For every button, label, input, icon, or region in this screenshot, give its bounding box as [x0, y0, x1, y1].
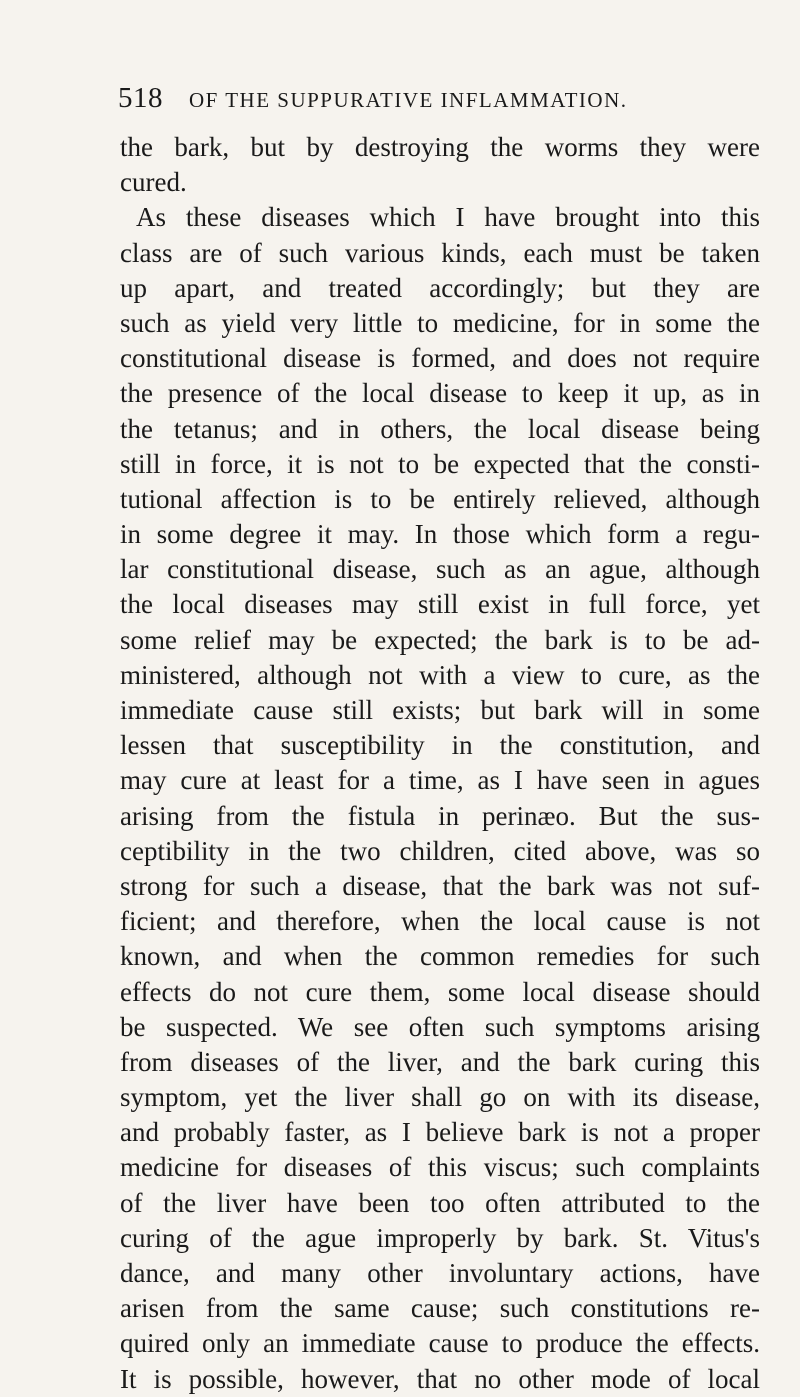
text-line: the local diseases may still exist in full force, yet: [120, 589, 760, 620]
text-line: the bark, but by destroying the worms they were: [120, 132, 760, 162]
text-line: up apart, and treated accordingly; but they are: [120, 272, 760, 303]
text-line: dance, and many other involuntary actions, have: [120, 1258, 760, 1288]
text-line: medicine for diseases of this viscus; such complaints: [120, 1152, 760, 1183]
text-line: some relief may be expected; the bark is to be ad-: [120, 624, 760, 655]
text-line: ministered, although not with a view to cure, as the: [120, 659, 760, 690]
text-line: and probably faster, as I believe bark is not a proper: [120, 1117, 760, 1148]
page-number: 518: [118, 82, 163, 114]
text-line: ficient; and therefore, when the local cause is not: [120, 906, 760, 937]
text-line: class are of such various kinds, each must be taken: [120, 237, 760, 268]
text-line: from diseases of the liver, and the bark curing this: [120, 1046, 760, 1077]
body-text: [120, 130, 760, 1397]
text-line: curing of the ague improperly by bark. St. Vitus's: [120, 1222, 760, 1253]
text-line: the presence of the local disease to keep it up, as in: [120, 378, 760, 409]
text-line: known, and when the common remedies for such: [120, 941, 760, 972]
text-line: be suspected. We see often such symptoms arising: [120, 1011, 760, 1042]
text-line: strong for such a disease, that the bark was not suf-: [120, 870, 760, 901]
text-line: tutional affection is to be entirely relieved, although: [120, 483, 760, 514]
text-line: ceptibility in the two children, cited above, was so: [120, 835, 760, 866]
text-line: lessen that susceptibility in the constitution, and: [120, 730, 760, 761]
text-line: in some degree it may. In those which form a regu-: [120, 519, 760, 550]
text-line: effects do not cure them, some local disease should: [120, 976, 760, 1007]
text-line: constitutional disease is formed, and does not require: [120, 343, 760, 374]
text-line: immediate cause still exists; but bark will in some: [120, 695, 760, 725]
text-line: lar constitutional disease, such as an ague, although: [120, 554, 760, 585]
text-line: It is possible, however, that no other mode of local: [120, 1363, 760, 1394]
text-line: cured.: [120, 167, 187, 198]
text-line: the tetanus; and in others, the local disease being: [120, 413, 760, 444]
text-line: quired only an immediate cause to produce the effects.: [120, 1328, 760, 1359]
text-line: of the liver have been too often attributed to the: [120, 1187, 760, 1218]
page-header: [118, 82, 718, 122]
text-line: may cure at least for a time, as I have seen in agues: [120, 765, 760, 796]
text-line: still in force, it is not to be expected that the consti-: [120, 448, 760, 479]
text-line: symptom, yet the liver shall go on with its disease,: [120, 1082, 760, 1113]
text-line: arisen from the same cause; such constitutions re-: [120, 1293, 760, 1324]
text-line: As these diseases which I have brought into this: [136, 202, 760, 233]
text-line: arising from the fistula in perinæo. But the sus-: [120, 800, 760, 831]
running-head: OF THE SUPPURATIVE INFLAMMATION.: [189, 88, 628, 112]
text-line: such as yield very little to medicine, for in some the: [120, 307, 760, 338]
